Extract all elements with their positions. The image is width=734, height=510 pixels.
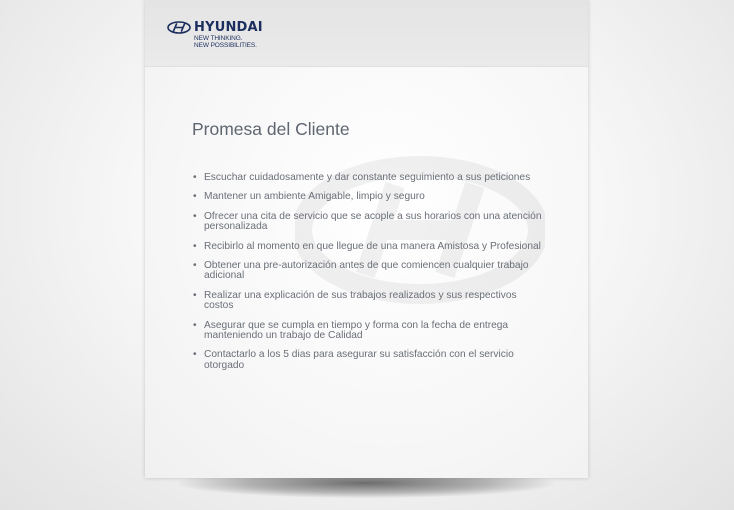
bullet-icon: • [193, 240, 197, 252]
bullet-icon: • [193, 289, 197, 301]
list-item-text: Obtener una pre-autorización antes de que comiencen cualquier trabajo adicional [204, 260, 529, 282]
list-item [192, 173, 547, 183]
tagline-line-1: NEW THINKING. [194, 35, 243, 42]
list-item [192, 242, 547, 252]
list-item-text: Recibirlo al momento en que llegue de una manera Amistosa y Profesional [204, 240, 541, 252]
bullet-icon: • [193, 349, 197, 361]
tagline-line-2: NEW POSSIBILITIES. [194, 42, 257, 49]
brand-tagline [194, 35, 257, 49]
promise-list [192, 173, 547, 380]
list-item [192, 291, 547, 312]
hyundai-logo-icon [167, 21, 191, 34]
list-item [192, 192, 547, 202]
bullet-icon: • [193, 191, 197, 203]
list-item-text: Asegurar que se cumpla en tiempo y forma con la fecha de entrega manteniendo un trabajo de Calidad [204, 319, 509, 342]
bullet-icon: • [193, 172, 197, 183]
bullet-icon: • [193, 319, 197, 331]
bullet-icon: • [193, 260, 197, 272]
list-item [192, 212, 547, 233]
list-item-text: Contactarlo a los 5 dias para asegurar su satisfacción con el servicio otorgado [204, 349, 514, 371]
list-item-text: Mantener un ambiente Amigable, limpio y seguro [204, 191, 425, 203]
bullet-icon: • [193, 210, 197, 222]
brand-name: HYUNDAI [194, 20, 263, 35]
list-item [192, 261, 547, 282]
list-item [192, 321, 547, 342]
promise-card [145, 0, 588, 478]
list-item [192, 350, 547, 371]
list-item-text: Escuchar cuidadosamente y dar constante seguimiento a sus peticiones [204, 172, 531, 183]
list-item-text: Ofrecer una cita de servicio que se acople a sus horarios con una atención personalizada [204, 210, 542, 233]
page-title: Promesa del Cliente [192, 119, 350, 139]
card-header [145, 0, 588, 67]
list-item-text: Realizar una explicación de sus trabajos realizados y sus respectivos costos [204, 289, 517, 312]
